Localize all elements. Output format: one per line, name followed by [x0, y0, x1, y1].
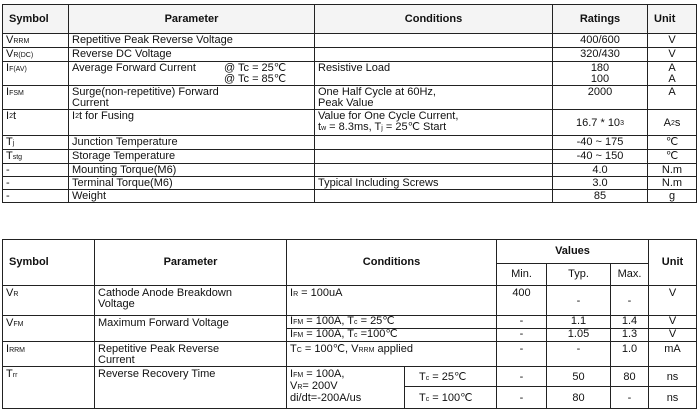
table-row: [3, 190, 697, 203]
max-cell: 1.0: [611, 342, 649, 367]
parameter-cell: Repetitive Peak Reverse Current: [95, 342, 287, 367]
header-symbol: Symbol: [3, 240, 95, 286]
header-values: Values: [497, 240, 649, 264]
parameter-cell: Junction Temperature: [69, 136, 315, 150]
table-row: [3, 164, 697, 177]
rating-cell: 85: [553, 190, 648, 203]
unit-cell: N.m: [648, 164, 697, 177]
table-row: [3, 136, 697, 150]
conditions-cell: [315, 34, 553, 48]
unit-cell: V: [649, 286, 697, 316]
conditions-cell: TC = 100℃, VRRM applied: [287, 342, 497, 367]
unit-cell: ℃: [648, 136, 697, 150]
table-row: [3, 150, 697, 164]
min-cell: -: [497, 367, 547, 387]
unit-cell: V: [649, 316, 697, 329]
ratings-header-row: [3, 5, 697, 34]
unit-cell: V: [648, 48, 697, 62]
header-min: Min.: [497, 264, 547, 286]
table-row: [3, 316, 697, 329]
table-row: [3, 62, 697, 86]
parameter-cell: Weight: [69, 190, 315, 203]
symbol-cell: Tstg: [3, 150, 69, 164]
table-row: [3, 367, 697, 387]
header-conditions: Conditions: [315, 5, 553, 34]
rating-cell: 320/430: [553, 48, 648, 62]
parameter-cell: Maximum Forward Voltage: [95, 316, 287, 342]
rating-cell: 3.0: [553, 177, 648, 190]
max-cell: -: [611, 286, 649, 316]
min-cell: 400: [497, 286, 547, 316]
parameter-cell: $I^2t$ for Fusing: [69, 110, 315, 136]
typ-cell: -: [547, 286, 611, 316]
rating-cell: -40 ~ 150: [553, 150, 648, 164]
rating-cell: 2000: [553, 86, 648, 110]
temperature-cell: Tc = 25℃: [405, 367, 497, 387]
table-row: [3, 177, 697, 190]
conditions-cell: IFM = 100A, VR= 200V di/dt=-200A/us: [287, 367, 405, 409]
rating-cell: $16.7 * 10^3$: [553, 110, 648, 136]
rating-cell: 180 100: [553, 62, 648, 86]
unit-cell: N.m: [648, 177, 697, 190]
conditions-cell: IFM = 100A, Tc =100℃: [287, 329, 497, 342]
characteristics-table: [2, 239, 697, 409]
rating-cell: 400/600: [553, 34, 648, 48]
header-symbol: Symbol: [3, 5, 69, 34]
header-typ: Typ.: [547, 264, 611, 286]
ratings-table: [2, 4, 697, 203]
symbol-cell: VRRM: [3, 34, 69, 48]
unit-cell: mA: [649, 342, 697, 367]
parameter-cell: Storage Temperature: [69, 150, 315, 164]
header-parameter: Parameter: [95, 240, 287, 286]
symbol-cell: -: [3, 177, 69, 190]
parameter-cell: Reverse Recovery Time: [95, 367, 287, 409]
conditions-cell: [315, 164, 553, 177]
parameter-cell: Reverse DC Voltage: [69, 48, 315, 62]
parameter-cell: Surge(non-repetitive) Forward Current: [69, 86, 315, 110]
table-row: [3, 286, 697, 316]
parameter-cell: Terminal Torque(M6): [69, 177, 315, 190]
symbol-cell: VR(DC): [3, 48, 69, 62]
symbol-cell: Trr: [3, 367, 95, 409]
conditions-cell: [315, 190, 553, 203]
typ-cell: 1.05: [547, 329, 611, 342]
conditions-cell: Resistive Load: [315, 62, 553, 86]
characteristics-header-row: [3, 240, 697, 264]
unit-cell: A A: [648, 62, 697, 86]
table-row: [3, 48, 697, 62]
table-row: [3, 342, 697, 367]
max-cell: 1.4: [611, 316, 649, 329]
conditions-cell: Typical Including Screws: [315, 177, 553, 190]
conditions-cell: [315, 48, 553, 62]
conditions-cell: [315, 150, 553, 164]
unit-cell: ℃: [648, 150, 697, 164]
typ-cell: 50: [547, 367, 611, 387]
table-row: [3, 86, 697, 110]
header-max: Max.: [611, 264, 649, 286]
unit-cell: A: [648, 86, 697, 110]
unit-cell: g: [648, 190, 697, 203]
unit-cell: ns: [649, 387, 697, 409]
typ-cell: 80: [547, 387, 611, 409]
unit-cell: V: [649, 329, 697, 342]
table-row: [3, 110, 697, 136]
max-cell: 1.3: [611, 329, 649, 342]
unit-cell: V: [648, 34, 697, 48]
parameter-cell: Mounting Torque(M6): [69, 164, 315, 177]
header-conditions: Conditions: [287, 240, 497, 286]
symbol-cell: IF(AV): [3, 62, 69, 86]
min-cell: -: [497, 342, 547, 367]
unit-cell: ns: [649, 367, 697, 387]
max-cell: -: [611, 387, 649, 409]
symbol-cell: Tj: [3, 136, 69, 150]
conditions-cell: IFM = 100A, Tc = 25℃: [287, 316, 497, 329]
typ-cell: -: [547, 342, 611, 367]
rating-cell: 4.0: [553, 164, 648, 177]
symbol-cell: IRRM: [3, 342, 95, 367]
table-row: [3, 34, 697, 48]
max-cell: 80: [611, 367, 649, 387]
temperature-cell: Tc = 100℃: [405, 387, 497, 409]
parameter-cell: Repetitive Peak Reverse Voltage: [69, 34, 315, 48]
min-cell: -: [497, 387, 547, 409]
symbol-cell: VFM: [3, 316, 95, 342]
header-ratings: Ratings: [553, 5, 648, 34]
typ-cell: 1.1: [547, 316, 611, 329]
header-parameter: Parameter: [69, 5, 315, 34]
header-unit: Unit: [649, 240, 697, 286]
conditions-cell: One Half Cycle at 60Hz, Peak Value: [315, 86, 553, 110]
rating-cell: -40 ~ 175: [553, 136, 648, 150]
min-cell: -: [497, 329, 547, 342]
min-cell: -: [497, 316, 547, 329]
conditions-cell: [315, 136, 553, 150]
header-unit: Unit: [648, 5, 697, 34]
conditions-cell: Value for One Cycle Current, tw = 8.3ms, Tj = 25℃ Start: [315, 110, 553, 136]
parameter-cell: Cathode Anode Breakdown Voltage: [95, 286, 287, 316]
symbol-cell: VR: [3, 286, 95, 316]
symbol-cell: $I^2t$: [3, 110, 69, 136]
symbol-cell: -: [3, 190, 69, 203]
conditions-cell: IR = 100uA: [287, 286, 497, 316]
parameter-cell: Average Forward Current @ Tc = 25℃ @ Tc = 85℃: [69, 62, 315, 86]
unit-cell: $A^2s$: [648, 110, 697, 136]
symbol-cell: -: [3, 164, 69, 177]
symbol-cell: IFSM: [3, 86, 69, 110]
